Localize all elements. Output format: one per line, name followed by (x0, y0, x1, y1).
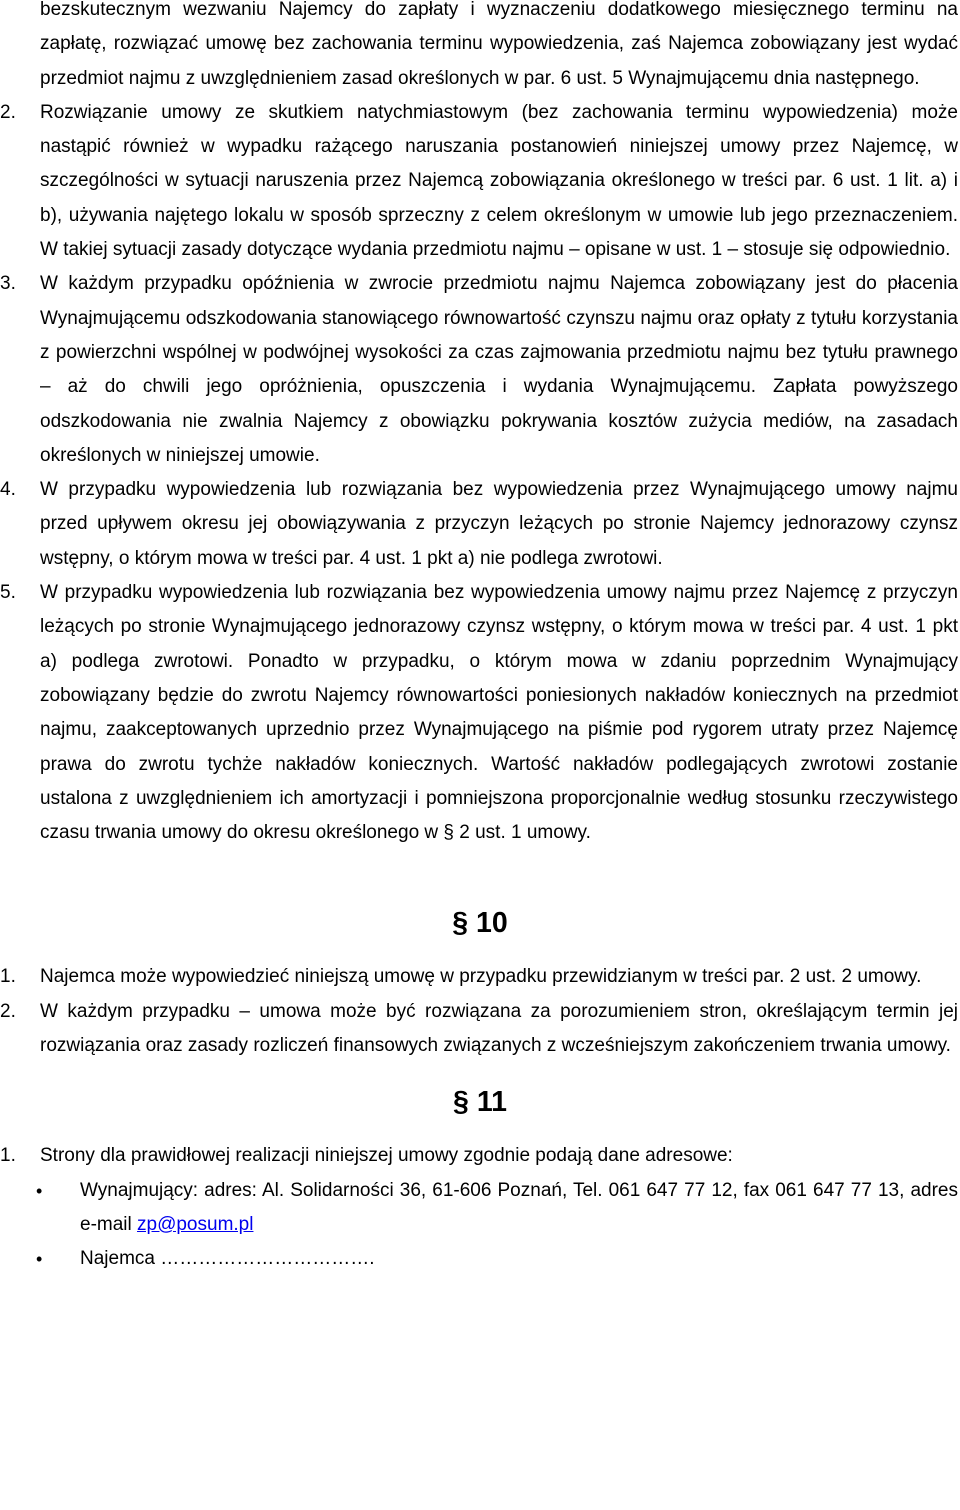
bullet-text: Wynajmujący: adres: Al. Solidarności 36, 61-606 Poznań, Tel. 061 647 77 12, fax 061 647 77 13, adres e-mail (80, 1179, 958, 1235)
item-text: Strony dla prawidłowej realizacji niniejszej umowy zgodnie podają dane adresowe: (40, 1145, 733, 1167)
address-bullet-tenant (0, 1242, 960, 1276)
list-item (0, 960, 960, 994)
item-text: Rozwiązanie umowy ze skutkiem natychmiastowym (bez zachowania terminu wypowiedzenia) może nastąpić również w wypadku rażącego naruszania postanowień niniejszej umowy przez Najemcę, w szczególności w sytuacji naruszenia przez Najemcą zobowiązania określonego w treści par. 6 ust. 1 lit. a) i b), używania najętego lokalu w sposób sprzeczny z celem określonym w umowie lub jego przeznaczeniem. W takiej sytuacji zasady dotyczące wydania przedmiotu najmu – opisane w ust. 1 – stosuje się odpowiednio. (40, 101, 958, 261)
item-number: 5. (0, 582, 16, 604)
item-text: W każdym przypadku – umowa może być rozwiązana za porozumieniem stron, określającym termin jej rozwiązania oraz zasady rozliczeń finansowych związanych z wcześniejszym zakończeniem trwania umowy. (40, 1000, 958, 1057)
item-text: Najemca może wypowiedzieć niniejszą umowę w przypadku przewidzianym w treści par. 2 ust. 2 umowy. (40, 966, 922, 988)
list-item (0, 473, 960, 576)
intro-paragraph: bezskutecznym wezwaniu Najemcy do zapłaty i wyznaczeniu dodatkowego miesięcznego terminu na zapłatę, rozwiązać umowę bez zachowania terminu wypowiedzenia, zaś Najemca zobowiązany jest wydać przedmiot najmu z uwzględnieniem zasad określonych w par. 6 ust. 5 Wynajmującemu dnia następnego. (40, 0, 958, 89)
item-number: 2. (0, 1000, 16, 1022)
par9-items (0, 96, 960, 851)
item-text: W przypadku wypowiedzenia lub rozwiązania bez wypowiedzenia umowy najmu przez Najemcę z przyczyn leżących po stronie Wynajmującego jednorazowy czynsz wstępny, o którym mowa w treści par. 4 ust. 1 pkt a) podlega zwrotowi. Ponadto w przypadku, o którym mowa w zdaniu poprzednim Wynajmujący zobowiązany będzie do zwrotu Najemcy równowartości poniesionych nakładów koniecznych na przedmiot najmu, zaakceptowanych uprzednio przez Wynajmującego na piśmie pod rygorem utraty przez Najemcę prawa do zwrotu tychże nakładów koniecznych. Wartość nakładów podlegających zwrotowi zostanie ustalona z uwzględnieniem ich amortyzacji i pomniejszona proporcjonalnie według stosunku rzeczywistego czasu trwania umowy do okresu określonego w § 2 ust. 1 umowy. (40, 582, 958, 844)
item-number: 3. (0, 273, 16, 295)
item-text: W każdym przypadku opóźnienia w zwrocie przedmiotu najmu Najemca zobowiązany jest do płacenia Wynajmującemu odszkodowania stanowiącego równowartość czynszu najmu oraz opłaty z tytułu korzystania z powierzchni wspólnej w podwójnej wysokości za czas zajmowania przedmiotu najmu bez tytułu prawnego – aż do chwili jego opróżnienia, opuszczenia i wydania Wynajmującemu. Zapłata powyższego odszkodowania nie zwalnia Najemcy z obowiązku pokrywania kosztów zużycia mediów, na zasadach określonych w niniejszej umowie. (40, 273, 958, 466)
item-number: 1. (0, 966, 16, 988)
section-heading-10: § 10 (452, 907, 508, 940)
list-item (0, 995, 960, 1064)
list-item (0, 576, 960, 850)
email-link[interactable]: zp@posum.pl (137, 1213, 254, 1235)
bullet-icon: • (36, 1180, 43, 1201)
item-number: 2. (0, 101, 16, 123)
item-text: W przypadku wypowiedzenia lub rozwiązania bez wypowiedzenia przez Wynajmującego umowy najmu przed upływem okresu jej obowiązywania z przyczyn leżących po stronie Najemcy jednorazowy czynsz wstępny, o którym mowa w treści par. 4 ust. 1 pkt a) nie podlega zwrotowi. (40, 479, 958, 569)
bullet-icon: • (36, 1249, 43, 1270)
list-item (0, 96, 960, 267)
item-number: 4. (0, 479, 16, 501)
bullet-text: Najemca ……………………………. (80, 1248, 375, 1270)
address-bullet-lessor (0, 1174, 960, 1243)
section10-items (0, 960, 960, 1063)
list-item (0, 267, 960, 473)
section-heading-11: § 11 (453, 1086, 507, 1119)
item-number: 1. (0, 1145, 16, 1167)
list-item (0, 1139, 960, 1173)
